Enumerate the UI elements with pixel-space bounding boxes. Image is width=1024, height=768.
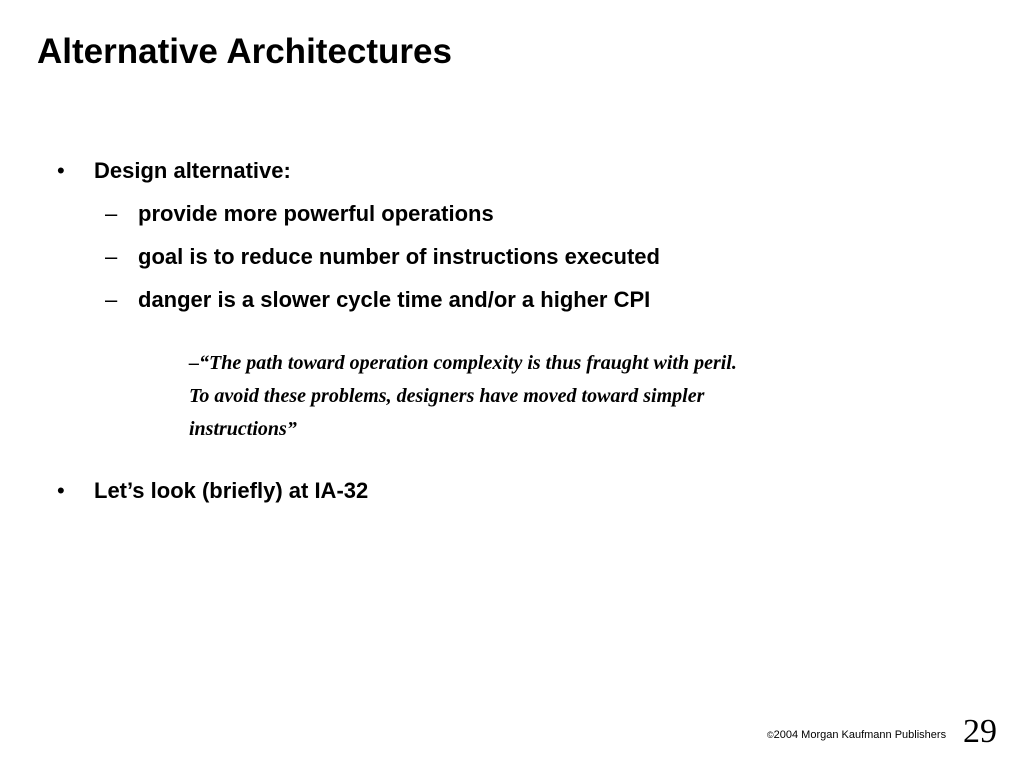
bullet-marker: • [57, 478, 65, 503]
quotation-block [189, 347, 889, 446]
quote-line: –“The path toward operation complexity is thus fraught with peril. [189, 352, 737, 374]
footer-copyright [767, 728, 946, 742]
dash-marker: – [105, 244, 118, 269]
quote-line: instructions” [189, 418, 297, 440]
dash-marker: – [105, 287, 118, 312]
slide-title: Alternative Architectures [37, 32, 452, 71]
sub-bullet-text: goal is to reduce number of instructions executed [138, 244, 660, 269]
sub-bullet-text: provide more powerful operations [138, 201, 494, 226]
bullet-marker: • [57, 158, 65, 183]
page-number: 29 [963, 713, 997, 750]
sub-bullet-text: danger is a slower cycle time and/or a higher CPI [138, 287, 651, 312]
bullet-text: Design alternative: [94, 158, 291, 183]
dash-marker: – [105, 201, 118, 226]
publisher-text: 2004 Morgan Kaufmann Publishers [773, 729, 947, 741]
bullet-text: Let’s look (briefly) at IA-32 [94, 478, 369, 503]
quote-line: To avoid these problems, designers have moved toward simpler [189, 385, 705, 407]
copyright-symbol: © [767, 730, 774, 740]
